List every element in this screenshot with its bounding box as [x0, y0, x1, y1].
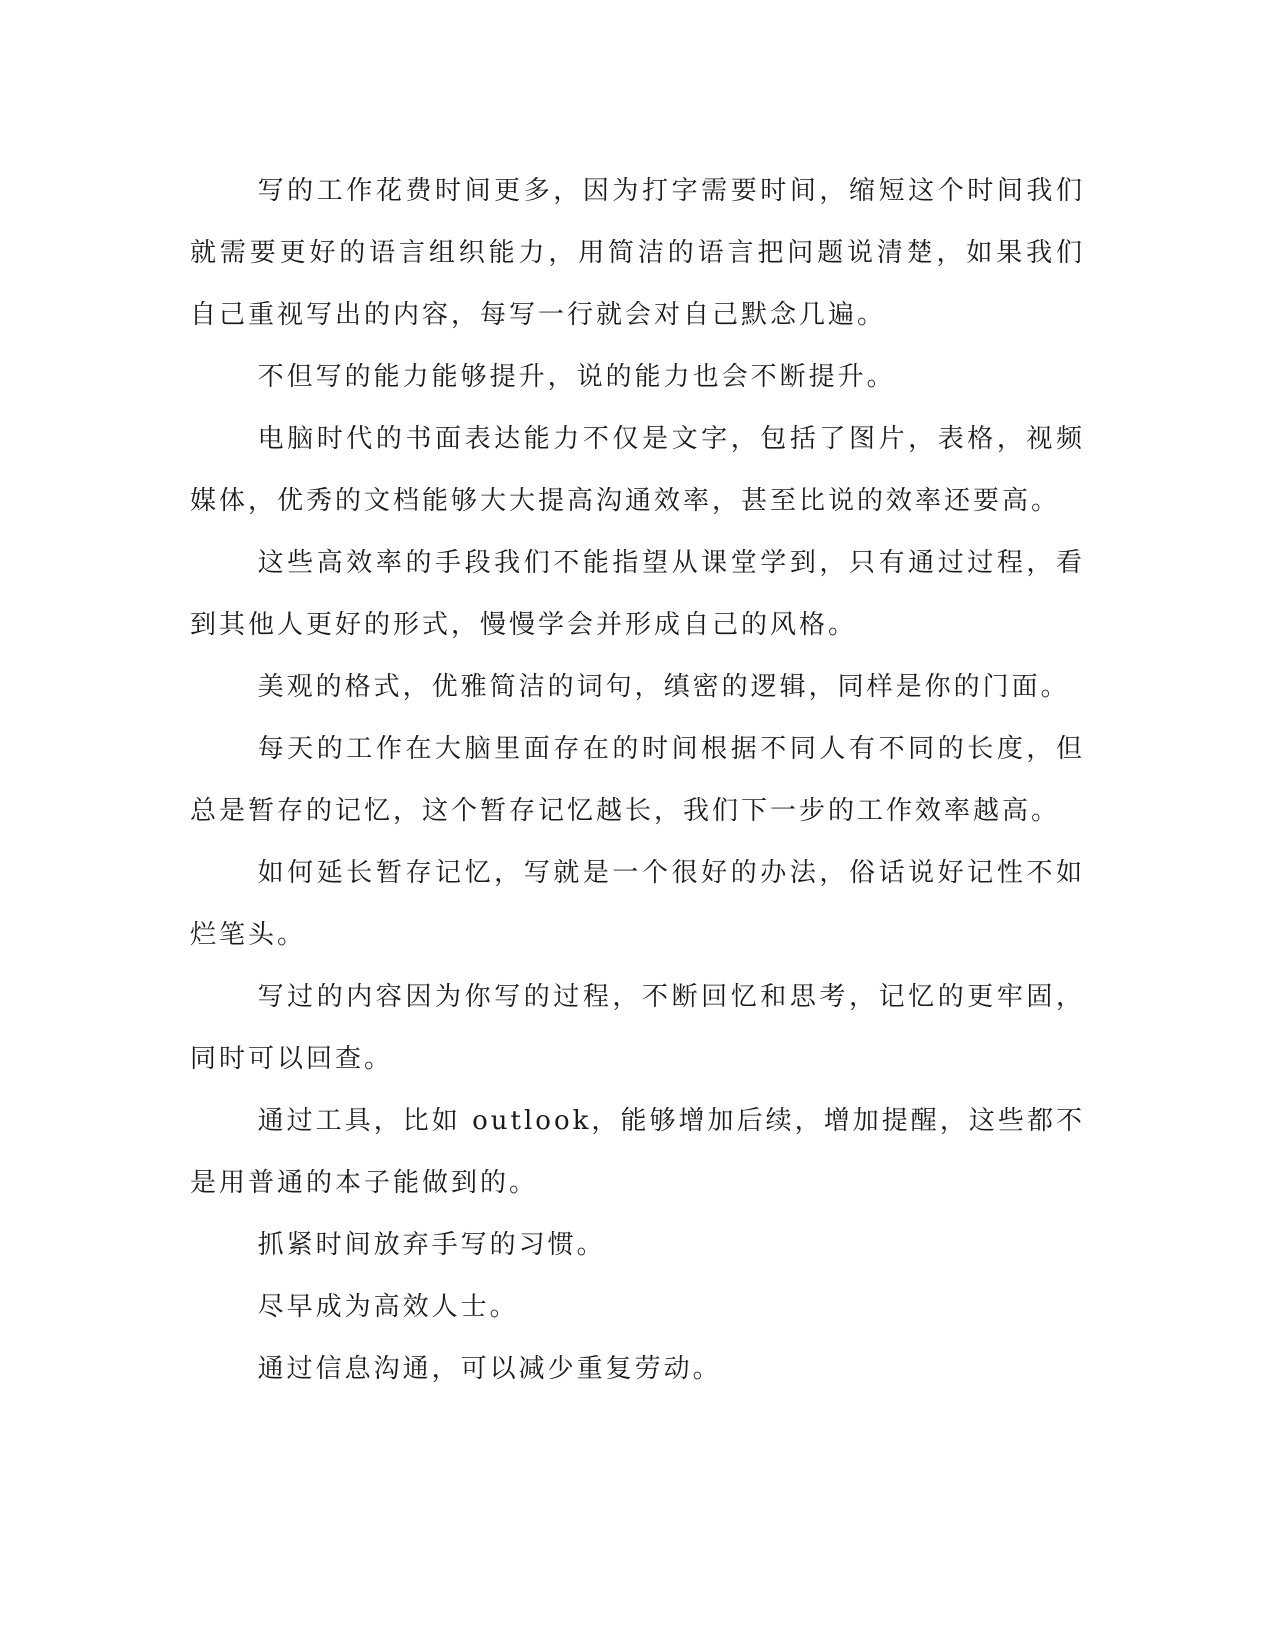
paragraph: 通过信息沟通，可以减少重复劳动。	[257, 1354, 722, 1384]
paragraph: 每天的工作在大脑里面存在的时间根据不同人有不同的长度，但总是暂存的记忆，这个暂存记忆越长，我们下一步的工作效率越高。	[190, 734, 1085, 826]
paragraph: 美观的格式，优雅简洁的词句，缜密的逻辑，同样是你的门面。	[257, 672, 1070, 702]
paragraph: 这些高效率的手段我们不能指望从课堂学到，只有通过过程，看到其他人更好的形式，慢慢学会并形成自己的风格。	[190, 548, 1085, 640]
paragraph: 写过的内容因为你写的过程，不断回忆和思考，记忆的更牢固，同时可以回查。	[190, 982, 1085, 1074]
paragraph: 电脑时代的书面表达能力不仅是文字，包括了图片，表格，视频媒体，优秀的文档能够大大提高沟通效率，甚至比说的效率还要高。	[190, 424, 1085, 516]
paragraph: 尽早成为高效人士。	[257, 1292, 519, 1322]
paragraph: 不但写的能力能够提升，说的能力也会不断提升。	[257, 362, 896, 392]
paragraph: 如何延长暂存记忆，写就是一个很好的办法，俗话说好记性不如烂笔头。	[190, 858, 1085, 950]
document-body	[190, 160, 1085, 1400]
paragraph: 通过工具，比如 outlook，能够增加后续，增加提醒，这些都不是用普通的本子能做到的。	[190, 1106, 1085, 1198]
paragraph: 抓紧时间放弃手写的习惯。	[257, 1230, 606, 1260]
paragraph: 写的工作花费时间更多，因为打字需要时间，缩短这个时间我们就需要更好的语言组织能力，用简洁的语言把问题说清楚，如果我们自己重视写出的内容，每写一行就会对自己默念几遍。	[190, 176, 1085, 330]
